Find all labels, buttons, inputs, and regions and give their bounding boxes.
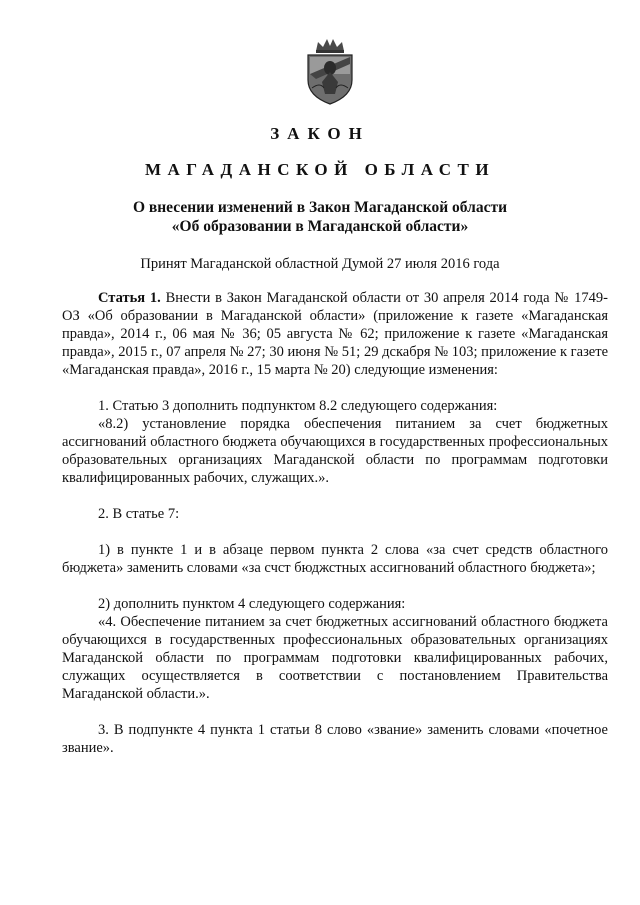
- item-2: 2. В статье 7:: [98, 506, 180, 522]
- document-title: [0, 198, 640, 236]
- item-2-sub-2: 2) дополнить пунктом 4 следующего содержания:: [98, 596, 406, 612]
- title-line-2: «Об образовании в Магаданской области»: [171, 218, 469, 235]
- item-2-sub-2-quote: «4. Обеспечение питанием за счет бюджетных ассигнований областного бюджета обучающихся в государственных профессиональных образовательных организациях Магаданской области по программам подготовки квалифицированных рабочих, служащих осуществляется в соответствии с постановлением Правительства Магаданской области.».: [62, 614, 608, 702]
- law-heading: ЗАКОН: [270, 124, 370, 143]
- item-2-sub-1: 1) в пункте 1 и в абзаце первом пункта 2 слова «за счет средств областного бюджета» заменить словами «за счст бюджстных ассигнований областного бюджета»;: [62, 542, 608, 576]
- region-heading: МАГАДАНСКОЙ ОБЛАСТИ: [144, 160, 496, 179]
- adoption-note: Принят Магаданской областной Думой 27 июля 2016 года: [140, 256, 500, 272]
- document-body: [62, 289, 608, 757]
- item-1-quote: «8.2) установление порядка обеспечения питанием за счет бюджетных ассигнований областного бюджета обучающихся в государственных профессиональных образовательных организациях Магаданской области по программам подготовки квалифицированных рабочих, служащих.».: [62, 416, 608, 486]
- item-1: 1. Статью 3 дополнить подпунктом 8.2 следующего содержания:: [98, 398, 498, 414]
- title-line-1: О внесении изменений в Закон Магаданской области: [132, 199, 508, 216]
- item-3: 3. В подпункте 4 пункта 1 статьи 8 слово «звание» заменить словами «почетное звание».: [62, 722, 608, 756]
- magadan-coat-of-arms-icon: [302, 38, 358, 106]
- article-1-paragraph: [62, 289, 608, 379]
- article-1-label: Статья 1.: [98, 290, 161, 306]
- article-1-text: Внести в Закон Магаданской области от 30 апреля 2014 года № 1749-ОЗ «Об образовании в Магаданской области» (приложение к газете «Магаданская правда», 2014 г., 06 мая № 36; 05 августа № 62; приложение к газете «Магаданская правда», 2015 г., 07 апреля № 27; 30 июня № 51; 29 дскабря № 103; приложение к газете «Магаданская правда», 2016 г., 15 марта № 20) следующие изменения:: [62, 290, 608, 378]
